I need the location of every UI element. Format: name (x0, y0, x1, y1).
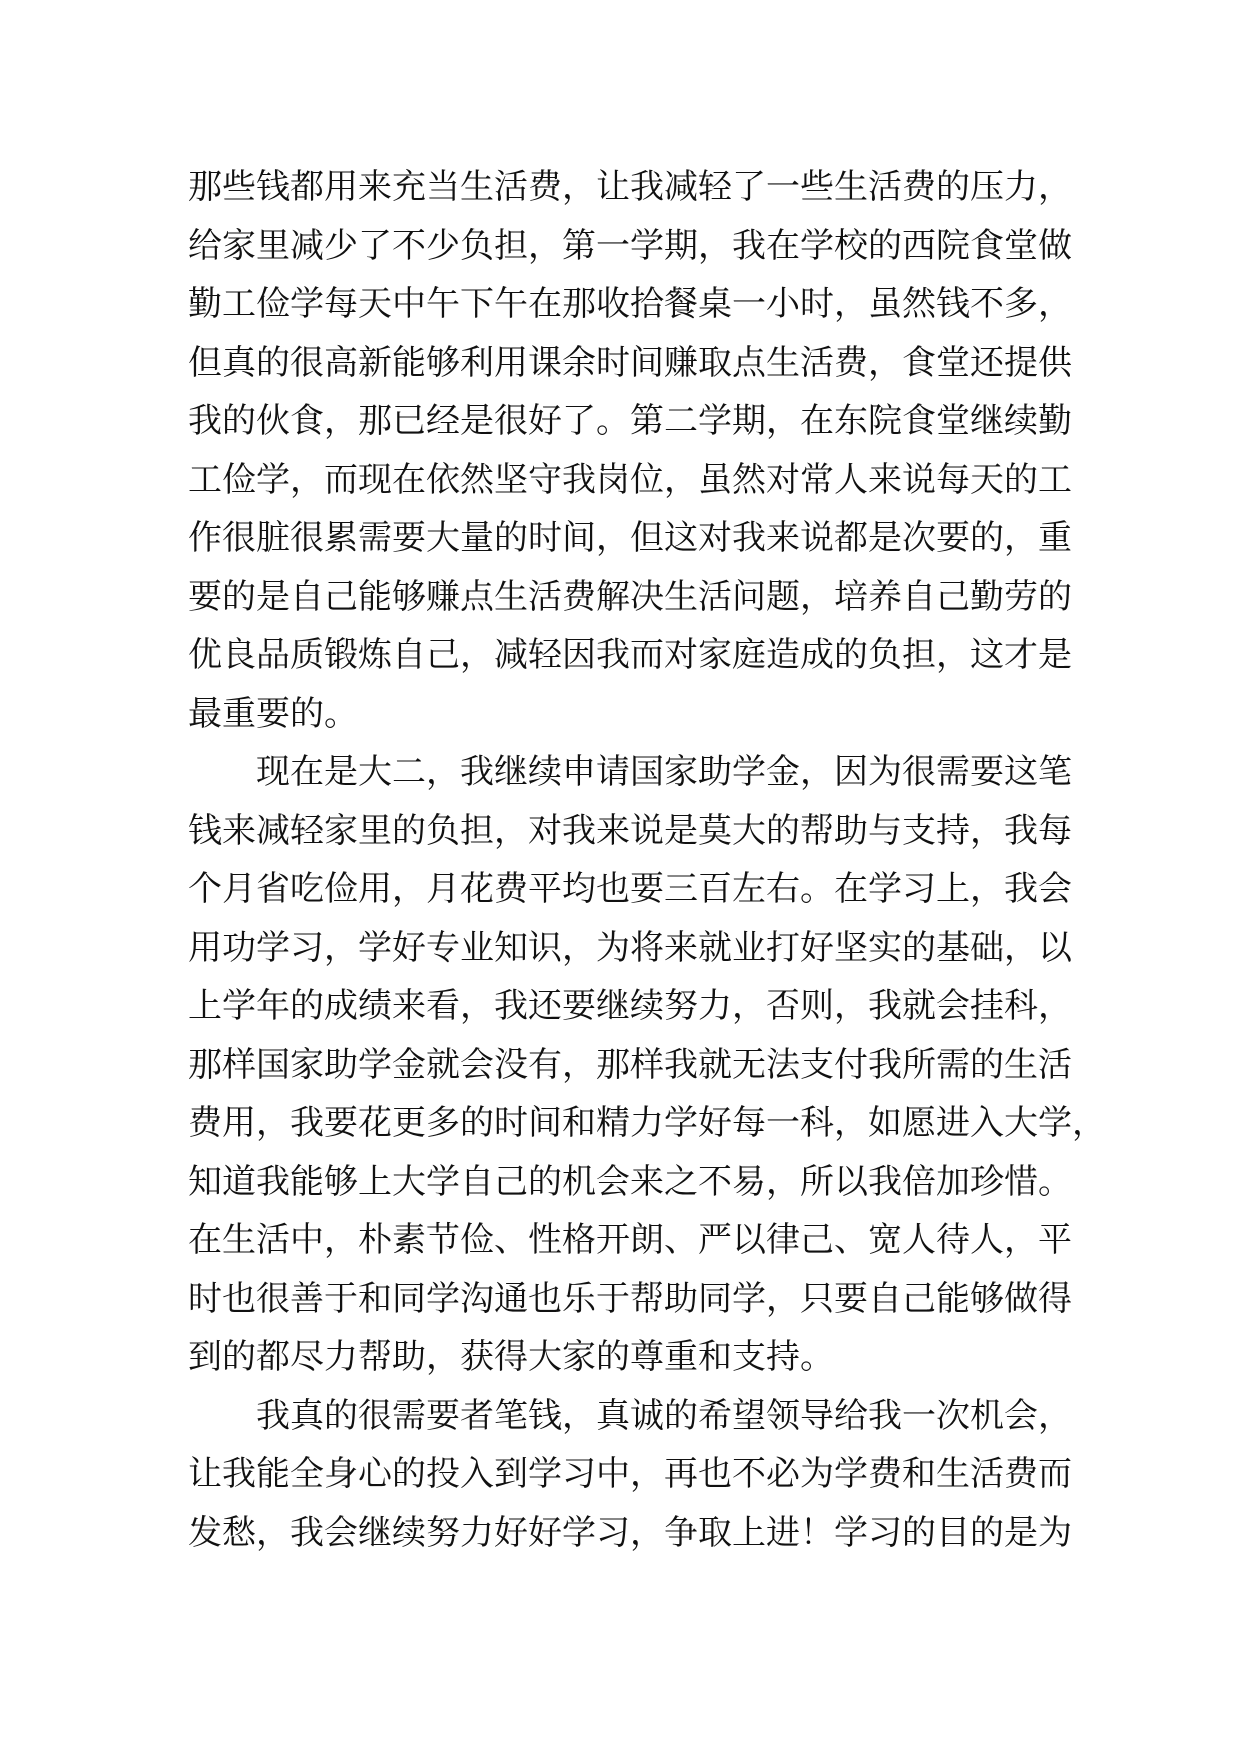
text-line: 个月省吃俭用，月花费平均也要三百左右。在学习上，我会 (188, 869, 1072, 909)
text-line: 工俭学，而现在依然坚守我岗位，虽然对常人来说每天的工 (188, 459, 1072, 500)
text-line: 现在是大二，我继续申请国家助学金，因为很需要这笔 (256, 752, 1072, 792)
text-line: 给家里减少了不少负担，第一学期，我在学校的西院食堂做 (188, 225, 1072, 266)
text-line: 时也很善于和同学沟通也乐于帮助同学，只要自己能够做得 (188, 1278, 1072, 1319)
text-line: 知道我能够上大学自己的机会来之不易，所以我倍加珍惜。 (188, 1161, 1072, 1202)
text-line: 那样国家助学金就会没有，那样我就无法支付我所需的生活 (188, 1044, 1072, 1085)
text-line: 最重要的。 (188, 693, 358, 734)
text-line: 那些钱都用来充当生活费，让我减轻了一些生活费的压力， (188, 167, 1072, 207)
text-line: 作很脏很累需要大量的时间，但这对我来说都是次要的，重 (188, 518, 1072, 558)
text-line: 但真的很高新能够利用课余时间赚取点生活费，食堂还提供 (188, 342, 1072, 383)
text-line: 在生活中，朴素节俭、性格开朗、严以律己、宽人待人，平 (188, 1220, 1072, 1260)
text-line: 费用，我要花更多的时间和精力学好每一科，如愿进入大学， (188, 1103, 1106, 1143)
text-line: 我的伙食，那已经是很好了。第二学期，在东院食堂继续勤 (188, 401, 1072, 441)
text-line: 勤工俭学每天中午下午在那收拾餐桌一小时，虽然钱不多， (188, 284, 1072, 324)
document-body (188, 158, 1106, 1562)
text-line: 到的都尽力帮助，获得大家的尊重和支持。 (188, 1337, 834, 1377)
text-line: 要的是自己能够赚点生活费解决生活问题，培养自己勤劳的 (188, 576, 1072, 617)
text-line: 钱来减轻家里的负担，对我来说是莫大的帮助与支持，我每 (188, 810, 1072, 851)
text-line: 发愁，我会继续努力好好学习，争取上进！学习的目的是为 (188, 1512, 1072, 1553)
text-line: 让我能全身心的投入到学习中，再也不必为学费和生活费而 (188, 1454, 1072, 1494)
text-line: 优良品质锻炼自己，减轻因我而对家庭造成的负担，这才是 (188, 635, 1072, 675)
text-line: 上学年的成绩来看，我还要继续努力，否则，我就会挂科， (188, 986, 1072, 1026)
text-line: 用功学习，学好专业知识，为将来就业打好坚实的基础，以 (188, 927, 1072, 968)
text-line: 我真的很需要者笔钱，真诚的希望领导给我一次机会， (256, 1395, 1072, 1436)
